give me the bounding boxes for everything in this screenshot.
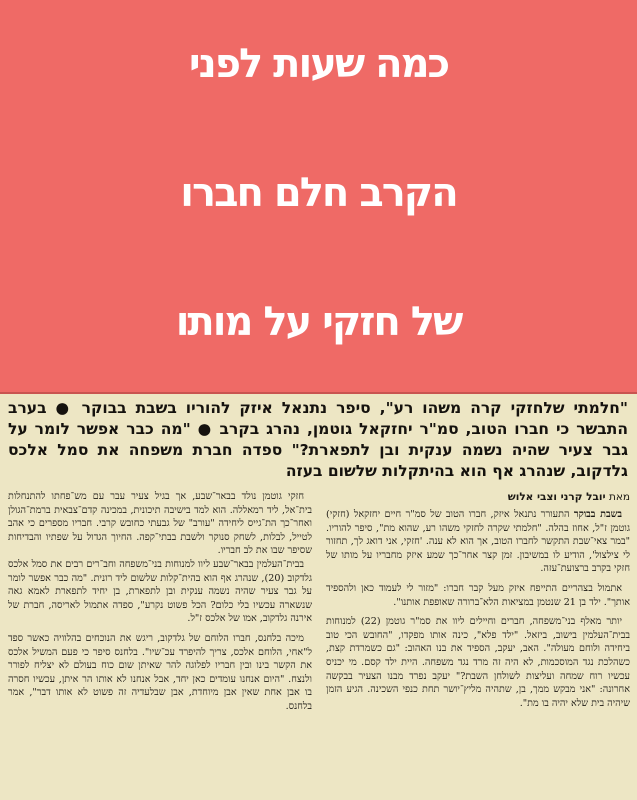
byline-names: יובל קרני וצבי אלוש [507, 491, 606, 503]
banner-rule [0, 392, 637, 394]
byline [326, 490, 630, 505]
paragraph-lead-in: בשבת בבוקר [573, 509, 622, 520]
subheadline: "חלמתי שלחזקי קרה משהו רע", סיפר נתנאל איזק להוריו בשבת בבוקר ● בערב התבשר כי חברו הטוב, סמ"ר יחזקאל גוטמן, נהרג בקרב ● "מה כבר אפשר לומר על גבר צעיר שהיה נשמה ענקית ובן לתפארת?" ספדה חברת משפחה את סמל אלכס גלדקוב, שנהרג אף הוא בהיתקלות שלשום בעזה [8, 399, 628, 480]
article-paragraph [8, 490, 312, 558]
article-body [8, 490, 630, 796]
paragraph-text: מיכה בלחנס, חברו הלוחם של גלדקוב, ריגש את הנוכחים בהלוויה כאשר ספד ל"אחי, הלוחם אלכס, צריך להיפרד עכ־שיו". בלחנס סיפר כי פעם המשיל אלכס את הקשר בינו ובין חבריו לפלוגה להר שאיתן שום כוח בעולם לא יצליח לפורר ולנצח. "היום אנחנו עומדים כאן יחד, אבל אנחנו לא אותו הר איתן, עכשיו חסרה בו אבן אחת שאין אבן מיוחדת, אבן שבלעדיה זה פשוט לא אותו דבר", אמר בלחנס. [8, 632, 312, 712]
paragraph-text: חזקי גוטמן נולד בבאר־שבע, אך בגיל צעיר עבר עם מש־פחתו להתנחלות בית־אל, ליד רמאללה. הוא למד בישיבה תיכונית, במכינה קדם־צבאית ברמת־הגולן ואחר־כך הת־גייס ליחידה "עורב" של גבעתי כחובש קרבי. חבריו מספרים כי אהב לטייל, לבלות, לשחק סנוקר ולשבת בבתי־קפה. החיוך הגדול על שפתיו והבדיחות שסיפר שבו את לב חבריו. [8, 491, 312, 557]
headline-line-2: הקרב חלם חברו [180, 170, 457, 216]
article-column-left [8, 490, 312, 796]
article-paragraph [326, 582, 630, 609]
headline-line-3: של חזקי על מותו [175, 299, 462, 345]
article-paragraph [8, 558, 312, 626]
article-column-right [326, 490, 630, 796]
byline-prefix: מאת [608, 491, 630, 503]
paragraph-text: בבית־העלמין בבאר־שבע ליוו למנוחות בני־משפחה וחב־רים רבים את סמל אלכס גלדקוב (20), שנהרג אף הוא בהית־קלות שלשום ליד רונית. "מה כבר אפשר לומר על גבר צעיר שהיה נשמה ענקית ובן לתפארת, בן יחיד לתפארת לאמא גאה שנשארה עכשיו בלי כלום? הכל פשוט נקרע", ספדה אתמול לאריסה, חברת של אירנה גלדקוב, אמו של אלכס ז"ל. [8, 558, 312, 625]
headline-line-1: כמה שעות לפני [188, 41, 449, 87]
headline-banner [0, 0, 637, 392]
article-paragraph [326, 615, 630, 710]
paragraph-text: אתמול בצהריים התייפח איזק מעל קבר חברו: "מזור לי לעמוד כאן ולהספיד אותך". ילד בן 21 שנטמן במציאות הלא־ברורה שאופפת אותנו". [326, 582, 630, 608]
paragraph-text: התעורר נתנאל איזק, חברו הטוב של סמ"ר חיים יחזקאל (חזקי) גוטמן ז"ל, אחוז בהלה. "חלמתי שקרה לחזקי משהו רע, שהוא מת", סיפר להוריו. "במר צאי־שבת התקשר לחברו הטוב, אך הוא לא ענה. 'חזקי, אני דואג לך, תחזור לי צילצול', הודיע לו במשיבון. זמן קצר אחר־כך שמע איזק מחבריו על מותו של חזקי בקרב ברצועת־עזה. [326, 509, 630, 575]
article-paragraph [8, 632, 312, 714]
paragraph-text: יותר מאלף בני־משפחה, חברים וחיילים ליוו את סמ"ר גוטמן (22) למנוחות בבית־העלמין בישוב, ביזאל. "ילד פלא", כינה אותו מפקדו, "החובש הכי טוב ביחידה ולוחם מעולה". האב, יעקב, הספיד את בנו האהוב: "גם כשמרדת קצת, כשהלכת נגד המוסכמות, לא היה זה מרד נגד משפחה. היית ילד קסם. מי יכניס עכשיו רוח שמחה ועליצות לשולחן השבת?" יעקב נפרד מבנו הצעיר בבקשה אחרונה: "אני מבקש ממך, בן, שתהיה מליץ־יושר תחת כנפי השכינה. הגיע הזמן שיהיה בית שלא יהיה בו מת". [326, 616, 630, 709]
article-paragraph [326, 508, 630, 576]
